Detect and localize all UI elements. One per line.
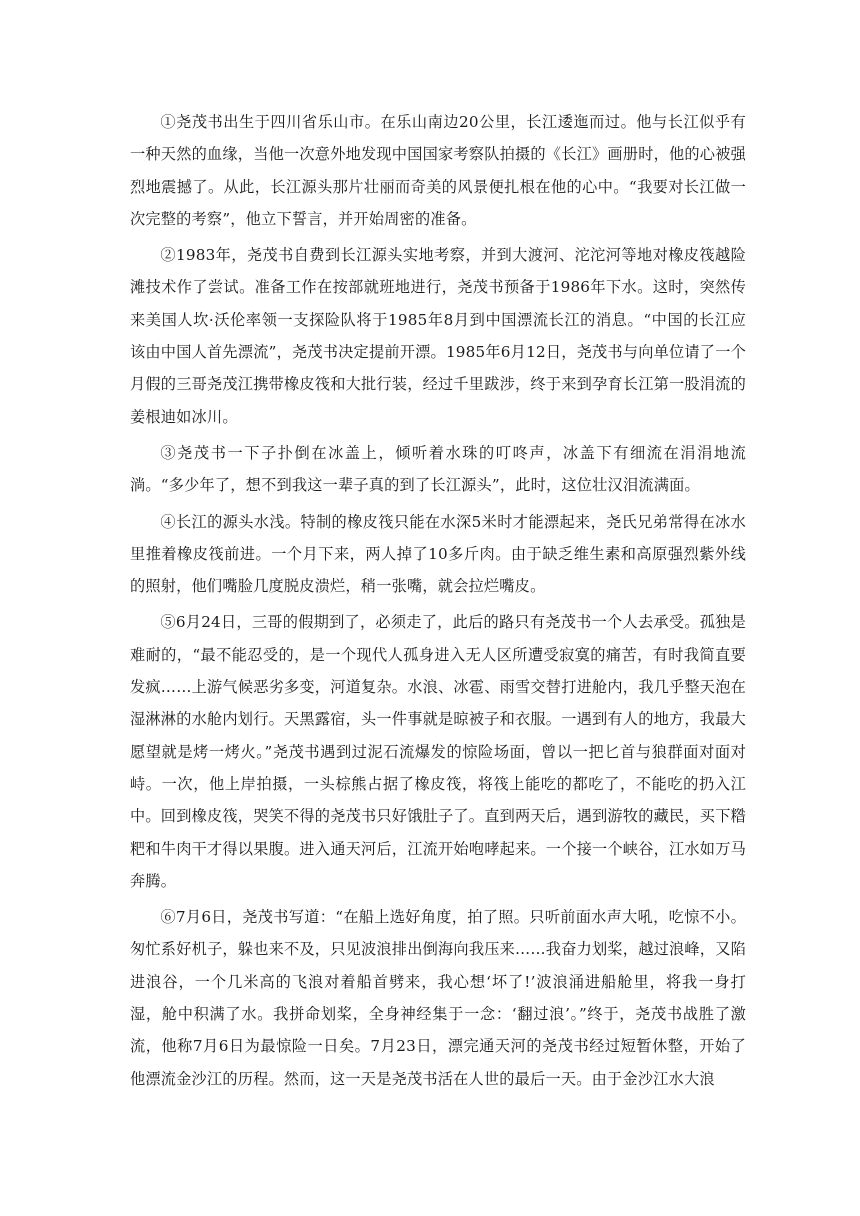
paragraph-3: ③尧茂书一下子扑倒在冰盖上，倾听着水珠的叮咚声，冰盖下有细流在涓涓地流淌。“多少年了，想不到我这一辈子真的到了长江源头”，此时，这位壮汉泪流满面。 bbox=[130, 443, 746, 495]
paragraph-5: ⑤6月24日，三哥的假期到了，必须走了，此后的路只有尧茂书一个人去承受。孤独是难耐的，“最不能忍受的，是一个现代人孤身进入无人区所遭受寂寞的痛苦，有时我简直要发疯……上游气候恶劣多变，河道复杂。水浪、冰雹、雨雪交替打进舱内，我几乎整天泡在湿淋淋的水舱内划行。天黑露宿，头一件事就是晾被子和衣服。一遇到有人的地方，我最大愿望就是烤一烤火。”尧茂书遇到过泥石流爆发的惊险场面，曾以一把匕首与狼群面对面对峙。一次，他上岸拍摄，一头棕熊占据了橡皮筏，将筏上能吃的都吃了，不能吃的扔入江中。回到橡皮筏，哭笑不得的尧茂书只好饿肚子了。直到两天后，遇到游牧的藏民，买下糌粑和牛肉干才得以果腹。进入通天河后，江流开始咆哮起来。一个接一个峡谷，江水如万马奔腾。 bbox=[130, 613, 746, 890]
paragraph-2: ②1983年，尧茂书自费到长江源头实地考察，并到大渡河、沱沱河等地对橡皮筏越险滩技术作了尝试。准备工作在按部就班地进行，尧茂书预备于1986年下水。这时，突然传来美国人坎·沃伦率领一支探险队将于1985年8月到中国漂流长江的消息。“中国的长江应该由中国人首先漂流”，尧茂书决定提前开漂。1985年6月12日，尧茂书与向单位请了一个月假的三哥尧茂江携带橡皮筏和大批行装，经过千里跋涉，终于来到孕育长江第一股涓流的姜根迪如冰川。 bbox=[130, 246, 746, 426]
paragraph-6: ⑥7月6日，尧茂书写道：“在船上选好角度，拍了照。只听前面水声大吼，吃惊不小。匆忙系好机子，躲也来不及，只见波浪排出倒海向我压来……我奋力划桨，越过浪峰，又陷进浪谷，一个几米高的飞浪对着船首劈来，我心想‘坏了!’波浪涌进船舱里，将我一身打湿，舱中积满了水。我拼命划桨，全身神经集于一念：‘翻过浪’。”终于，尧茂书战胜了激流，他称7月6日为最惊险一日矣。7月23日，漂完通天河的尧茂书经过短暂休整，开始了他漂流金沙江的历程。然而，这一天是尧茂书活在人世的最后一天。由于金沙江水大浪 bbox=[130, 908, 746, 1088]
paragraph-4: ④长江的源头水浅。特制的橡皮筏只能在水深5米时才能漂起来，尧氏兄弟常得在冰水里推着橡皮筏前进。一个月下来，两人掉了10多斤肉。由于缺乏维生素和高原强烈紫外线的照射，他们嘴脸几度脱皮溃烂，稍一张嘴，就会拉烂嘴皮。 bbox=[130, 512, 746, 596]
paragraph-1: ①尧茂书出生于四川省乐山市。在乐山南边20公里，长江逶迤而过。他与长江似乎有一种天然的血缘，当他一次意外地发现中国国家考察队拍摄的《长江》画册时，他的心被强烈地震撼了。从此，长江源头那片壮丽而奇美的风景便扎根在他的心中。“我要对长江做一次完整的考察”，他立下誓言，并开始周密的准备。 bbox=[130, 113, 746, 228]
